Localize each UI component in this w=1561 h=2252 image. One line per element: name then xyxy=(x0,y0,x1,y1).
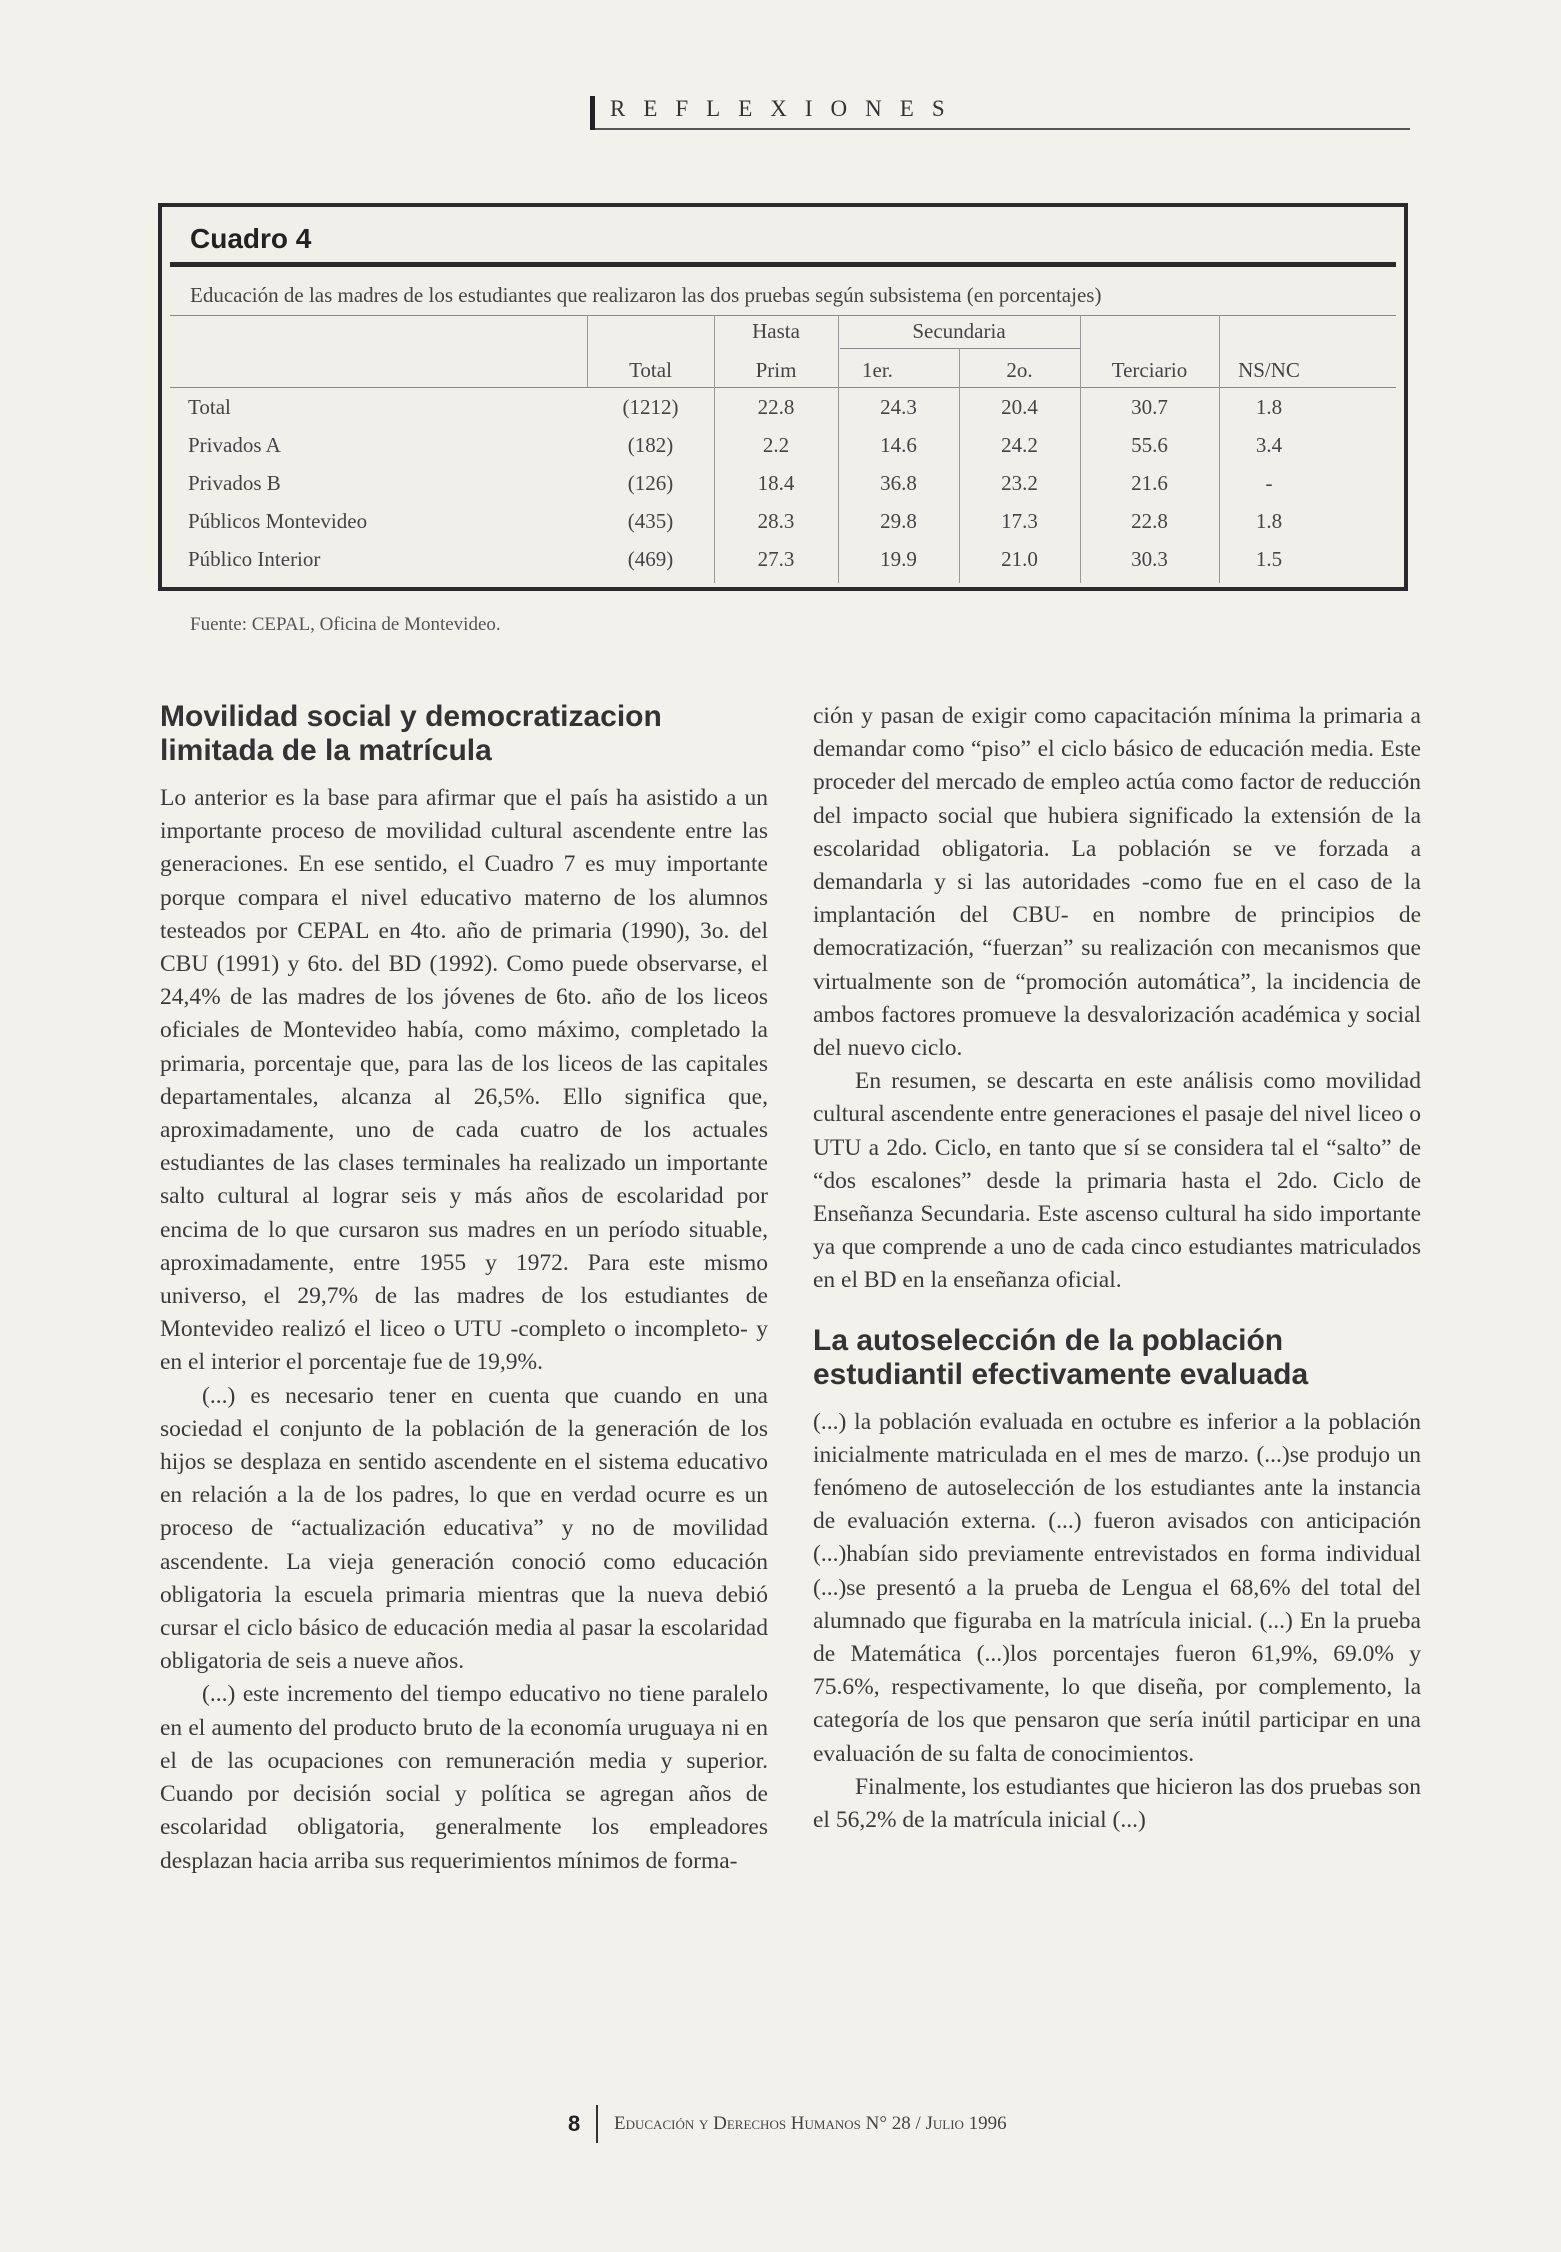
table-row-label: Público Interior xyxy=(188,547,321,571)
table-cell: (1212) xyxy=(622,395,679,419)
table-cell: 1.8 xyxy=(1255,509,1283,533)
header-bar xyxy=(590,96,595,130)
paragraph: (...) la población evaluada en octubre es inferior a la población inicialmente matriculada en el mes de marzo. (...)se produjo un fenómeno de autoselección de los estudiantes ante la instancia de evaluación externa. (...) fueron avisados con anticipación (...)habían sido previamente entrevistados en forma individual (...)se presentó a la prueba de Lengua el 68,6% del total del alumnado que figuraba en la matrícula inicial. (...) En la prueba de Matemática (...)los porcentajes fueron 61,9%, 69.0% y 75.6%, respectivamente, lo que diseña, por complemento, la categoría de los que pensaron que sería inútil participar en una evaluación de su falta de conocimientos. xyxy=(813,1408,1421,1767)
table-cell: (435) xyxy=(627,509,674,533)
header-rule xyxy=(595,128,1410,130)
table-cell: 28.3 xyxy=(757,509,795,533)
table-cell: 55.6 xyxy=(1131,433,1168,457)
table-cell: 17.3 xyxy=(1001,509,1038,533)
table-column-header: NS/NC xyxy=(1238,358,1300,382)
table-cell: 18.4 xyxy=(757,471,795,495)
table-cell: (126) xyxy=(627,471,674,495)
table-cell: 27.3 xyxy=(757,547,795,571)
left-column xyxy=(160,700,768,1878)
paragraph: (...) es necesario tener en cuenta que cuando en una sociedad el conjunto de la población de la generación de los hijos se desplaza en sentido ascendente en el sistema educativo en relación a la de los padres, lo que en verdad ocurre es un proceso de “actualización educativa” y no de movilidad ascendente. La vieja generación conoció como educación obligatoria la escuela primaria mientras que la nueva debió cursar el ciclo básico de educación media al pasar la escolaridad obligatoria de seis a nueve años. xyxy=(160,1382,768,1675)
section-header xyxy=(590,96,1410,130)
table-cell: 19.9 xyxy=(880,547,917,571)
table-group-header: Hasta xyxy=(752,319,800,343)
table-row-label: Privados B xyxy=(188,471,281,495)
table-cell: 24.2 xyxy=(1001,433,1038,457)
table-cell: 30.3 xyxy=(1131,547,1168,571)
table-cell: 20.4 xyxy=(1001,395,1038,419)
data-table xyxy=(158,203,1408,591)
paragraph: Lo anterior es la base para afirmar que el país ha asistido a un importante proceso de movilidad cultural ascendente entre las generaciones. En ese sentido, el Cuadro 7 es muy importante porque compara el nivel educativo materno de los alumnos testeados por CEPAL en 4to. año de primaria (1990), 3o. del CBU (1991) y 6to. del BD (1992). Como puede observarse, el 24,4% de las madres de los jóvenes de 6to. año de los liceos oficiales de Montevideo había, como máximo, completado la primaria, porcentaje que, para las de los liceos de las capitales departamentales, alcanza al 26,5%. Ello significa que, aproximadamente, uno de cada cuatro de los actuales estudiantes de las clases terminales ha realizado un importante salto cultural al lograr seis y más años de escolaridad por encima de lo que cursaron sus madres en un período situable, aproximadamente, entre 1955 y 1972. Para este mismo universo, el 29,7% de las madres de los estudiantes de Montevideo realizó el liceo o UTU -completo o incompleto- y en el interior el porcentaje fue de 19,9%. xyxy=(160,785,768,1376)
paragraph: ción y pasan de exigir como capacitación mínima la primaria a demandar como “piso” el ciclo básico de educación media. Este proceder del mercado de empleo actúa como factor de reducción del impacto social que hubiera significado la extensión de la escolaridad obligatoria. La población se ve forzada a demandarla y si las autoridades -como fue en el caso de la implantación del CBU- en nombre de principios de democratización, “fuerzan” su realización con mecanismos que virtualmente son de “promoción automática”, la incidencia de ambos factores promueve la desvalorización académica y social del nuevo ciclo. xyxy=(813,703,1421,1062)
table-cell: 30.7 xyxy=(1131,395,1168,419)
table-cell: 23.2 xyxy=(1001,471,1038,495)
publication-info: Educación y Derechos Humanos N° 28 / Julio 1996 xyxy=(614,2113,1007,2134)
table-rule-header xyxy=(170,387,1396,388)
table-column-header: Terciario xyxy=(1111,358,1188,382)
table-cell: 3.4 xyxy=(1255,433,1283,457)
section-title: REFLEXIONES xyxy=(610,96,963,121)
table-cell: 22.8 xyxy=(757,395,795,419)
right-column xyxy=(813,700,1421,1837)
table-rule-secundaria xyxy=(840,348,1080,349)
table-cell: 2.2 xyxy=(762,433,790,457)
paragraph: (...) este incremento del tiempo educativo no tiene paralelo en el aumento del producto bruto de la economía uruguaya ni en el de las ocupaciones con remuneración media y superior. Cuando por decisión social y política se agregan años de escolaridad obligatoria, generalmente los empleadores desplazan hacia arriba sus requerimientos mínimos de forma- xyxy=(160,1681,768,1874)
table-cell: - xyxy=(1265,471,1273,495)
table-cell: (182) xyxy=(627,433,674,457)
paragraph: En resumen, se descarta en este análisis como movilidad cultural ascendente entre generaciones el pasaje del nivel liceo o UTU a 2do. Ciclo, en tanto que sí se considera tal el “salto” de “dos escalones” desde la primaria hasta el 2do. Ciclo de Enseñanza Secundaria. Este ascenso cultural ha sido importante ya que comprende a uno de cada cinco estudiantes matriculados en el BD en la enseñanza oficial. xyxy=(813,1068,1421,1294)
table-rule-top xyxy=(170,315,1396,316)
table-cell: 22.8 xyxy=(1131,509,1168,533)
table-cell: 21.0 xyxy=(1001,547,1038,571)
paragraph: Finalmente, los estudiantes que hicieron las dos pruebas son el 56,2% de la matrícula inicial (...) xyxy=(813,1773,1421,1834)
table-title: Cuadro 4 xyxy=(190,223,312,254)
table-row-label: Privados A xyxy=(188,433,281,457)
table-column-header: Prim xyxy=(755,358,797,382)
table-caption: Educación de las madres de los estudiantes que realizaron las dos pruebas según subsistema (en porcentajes) xyxy=(190,283,1102,307)
page-number: 8 xyxy=(568,2111,581,2136)
table-title-rule xyxy=(170,262,1396,267)
section-heading: Movilidad social y democratizacion limitada de la matrícula xyxy=(160,700,662,767)
table-cell: (469) xyxy=(627,547,674,571)
table-group-header: Secundaria xyxy=(912,319,1006,343)
table-cell: 36.8 xyxy=(880,471,917,495)
table-cell: 24.3 xyxy=(880,395,917,419)
table-column-header: 2o. xyxy=(1006,358,1033,382)
table-cell: 29.8 xyxy=(880,509,917,533)
table-cell: 21.6 xyxy=(1131,471,1168,495)
footer-divider xyxy=(596,2105,598,2143)
table-cell: 14.6 xyxy=(880,433,917,457)
table-row-label: Total xyxy=(188,395,231,419)
table-cell: 1.5 xyxy=(1255,547,1283,571)
table-row-label: Públicos Montevideo xyxy=(188,509,368,533)
table-cell: 1.8 xyxy=(1255,395,1283,419)
table-column-header: 1er. xyxy=(862,358,893,382)
table-column-header: Total xyxy=(629,358,672,382)
section-heading: La autoselección de la población estudiantil efectivamente evaluada xyxy=(813,1323,1309,1391)
table-source: Fuente: CEPAL, Oficina de Montevideo. xyxy=(190,614,501,635)
